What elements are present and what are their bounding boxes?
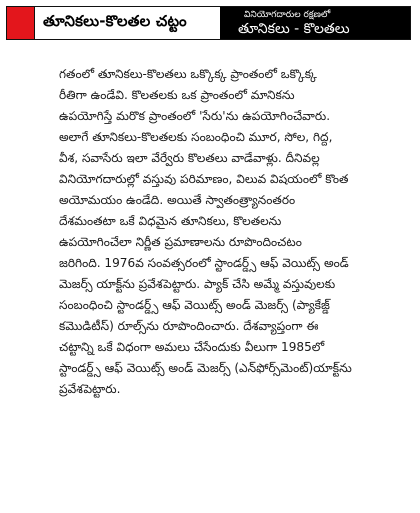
body-line: దేశమంతటా ఒకే విధమైన తూనికలు, కొలతలను [59, 214, 282, 228]
body-line: మెజర్స్ యాక్ట్‌ను ప్రవేశపెట్టారు. ప్యాక్ చేసి అమ్మే వస్తువులకు [59, 277, 336, 291]
header-right-panel [220, 7, 410, 39]
body-line: సంబంధించి స్టాండర్డ్స్ ఆఫ్ వెయిట్స్ అండ్ మెజర్స్ (ప్యాకేజ్డ్ [59, 298, 330, 312]
body-line: ప్రవేశపెట్టారు. [59, 382, 121, 396]
body-line: అయోమయం ఉండేది. అయితే స్వాతంత్ర్యానంతరం [59, 193, 296, 207]
body-line: ఉపయోగించేలా నిర్ణీత ప్రమాణాలను రూపొందించటం [59, 235, 302, 249]
red-accent-block [7, 7, 35, 39]
body-line: కమొడిటీస్) రూల్స్‌ను రూపొందించారు. దేశవ్యాప్తంగా ఈ [59, 319, 319, 333]
body-line: రీతిగా ఉండేవి. కొలతలకు ఒక ప్రాంతంలో మానికను [59, 88, 295, 102]
header-subtitle-big: తూనికలు - కొలతలు [238, 20, 350, 37]
article-body [59, 64, 405, 400]
header-bar [6, 6, 411, 40]
header-left-panel [7, 7, 220, 39]
body-line: జరిగింది. 1976వ సంవత్సరంలో స్టాండర్డ్స్ ఆఫ్ వెయిట్స్ అండ్ [59, 256, 349, 270]
body-line: అలాగే తూనికలు-కొలతలకు సంబంధించి మూర, సోల, గిద్ద, [59, 130, 333, 144]
body-line: గతంలో తూనికలు-కొలతలు ఒక్కొక్క ప్రాంతంలో ఒక్కొక్క [59, 67, 317, 81]
header-subtitle-small: వినియోగదారుల రక్షణలో [244, 9, 331, 20]
page-title: తూనికలు-కొలతల చట్టం [43, 12, 187, 30]
body-line: ఉపయోగిస్తే మరొక ప్రాంతంలో 'సేరు'ను ఉపయోగించేవారు. [59, 109, 331, 123]
body-line: వినియోగదారుల్లో వస్తువు పరిమాణం, విలువ విషయంలో కొంత [59, 172, 349, 186]
body-line: స్టాండర్డ్స్ ఆఫ్ వెయిట్స్ అండ్ మెజర్స్ (ఎన్‌ఫోర్స్‌మెంట్)యాక్ట్‌ను [59, 361, 352, 375]
body-line: వీశ, సవాసేరు ఇలా వేర్వేరు కొలతలు వాడేవాళ్లు. దీనివల్ల [59, 151, 320, 165]
body-line: చట్టాన్ని ఒకే విధంగా అమలు చేసేందుకు వీలుగా 1985లో [59, 340, 325, 354]
